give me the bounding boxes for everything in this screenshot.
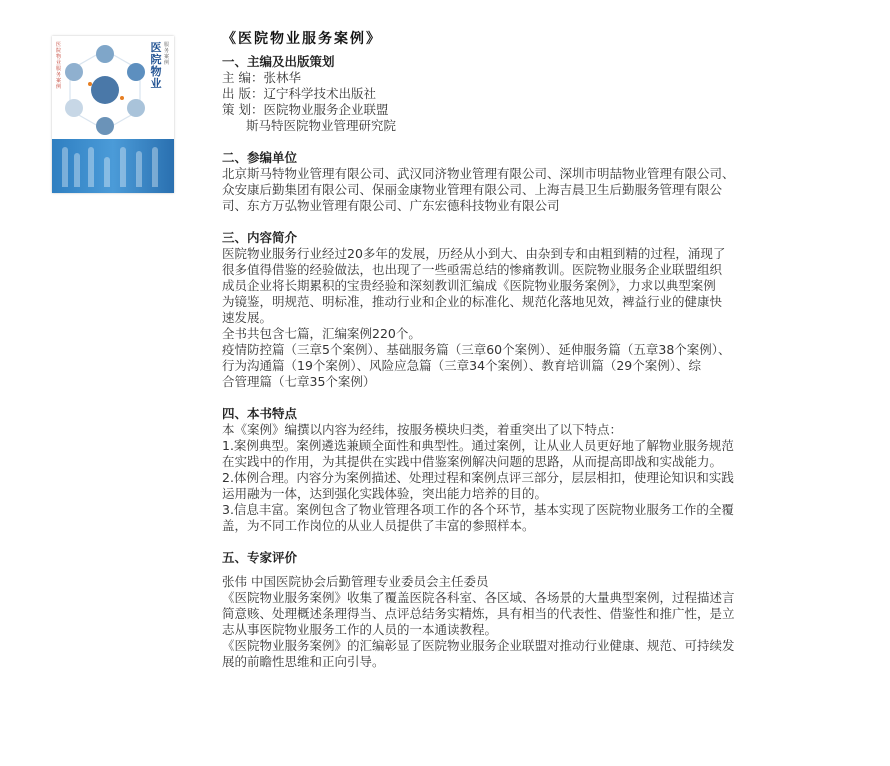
- text-line: 展的前瞻性思维和正向引导。: [222, 654, 385, 669]
- publisher-line: 出 版：辽宁科学技术出版社: [222, 86, 376, 101]
- cover-title: 医院物业: [150, 41, 162, 90]
- text-line: 行为沟通篇（19个案例）、风险应急篇（三章34个案例）、教育培训篇（29个案例）、综: [222, 358, 701, 373]
- text-line: 运用融为一体，达到强化实践体验，突出能力培养的目的。: [222, 486, 548, 501]
- text-line: 志从事医院物业服务工作的人员的一本通读教程。: [222, 622, 498, 637]
- text-line: 《医院物业服务案例》的汇编彰显了医院物业服务企业联盟对推动行业健康、规范、可持续发: [222, 638, 735, 653]
- text-line: 司、东方万弘物业管理有限公司、广东宏德科技物业有限公司: [222, 198, 560, 213]
- section-heading: 四、本书特点: [222, 406, 298, 421]
- text-line: 北京斯马特物业管理有限公司、武汉同济物业管理有限公司、深圳市明喆物业管理有限公司、: [222, 166, 735, 181]
- book-cover-image: [52, 36, 174, 193]
- cover-subtitle: 服务案例: [164, 42, 170, 66]
- cover-photo-band: [52, 139, 174, 193]
- text-line: 2.体例合理。内容分为案例描述、处理过程和案例点评三部分，层层相扣，使理论知识和实践: [222, 470, 734, 485]
- section-heading: 三、内容简介: [222, 230, 298, 245]
- cover-top-label: 医院物业服务案例: [56, 42, 62, 90]
- section-contributors: [222, 150, 862, 214]
- text-line: 3.信息丰富。案例包含了物业管理各项工作的各个环节，基本实现了医院物业服务工作的全覆: [222, 502, 734, 517]
- text-line: 简意赅、处理概述条理得当、点评总结务实精炼，具有相当的代表性、借鉴性和推广性，是立: [222, 606, 735, 621]
- section-features: [222, 406, 862, 534]
- text-line: 众安康后勤集团有限公司、保丽金康物业管理有限公司、上海吉晨卫生后勤服务管理有限公: [222, 182, 723, 197]
- section-heading: 二、参编单位: [222, 150, 298, 165]
- text-line: 全书共包含七篇，汇编案例220个。: [222, 326, 421, 341]
- section-heading: 一、主编及出版策划: [222, 54, 335, 69]
- book-description: [222, 31, 862, 686]
- editor-line: 主 编：张林华: [222, 70, 301, 85]
- text-line: 很多值得借鉴的经验做法，也出现了一些亟需总结的惨痛教训。医院物业服务企业联盟组织: [222, 262, 723, 277]
- text-line: 为镜鉴，明规范、明标准，推动行业和企业的标准化、规范化落地见效，裨益行业的健康快: [222, 294, 723, 309]
- book-title: 《医院物业服务案例》: [222, 31, 382, 47]
- text-line: 张伟 中国医院协会后勤管理专业委员会主任委员: [222, 574, 489, 589]
- text-line: 速发展。: [222, 310, 273, 325]
- section-heading: 五、专家评价: [222, 550, 298, 565]
- section-editors: [222, 54, 862, 134]
- planner-line: 策 划：医院物业服务企业联盟: [222, 102, 389, 117]
- text-line: 医院物业服务行业经过20多年的发展，历经从小到大、由杂到专和由粗到精的过程，涌现了: [222, 246, 726, 261]
- text-line: 《医院物业服务案例》收集了覆盖医院各科室、各区域、各场景的大量典型案例，过程描述言: [222, 590, 735, 605]
- text-line: 成员企业将长期累积的宝贵经验和深刻教训汇编成《医院物业服务案例》，力求以典型案例: [222, 278, 716, 293]
- cover-illustration: [62, 44, 148, 136]
- section-summary: [222, 230, 862, 390]
- text-line: 1.案例典型。案例遴选兼顾全面性和典型性。通过案例，让从业人员更好地了解物业服务规范: [222, 438, 734, 453]
- text-line: 疫情防控篇（三章5个案例）、基础服务篇（三章60个案例）、延伸服务篇（五章38个案例）、: [222, 342, 731, 357]
- text-line: 本《案例》编撰以内容为经纬，按服务模块归类，着重突出了以下特点：: [222, 422, 623, 437]
- text-line: 盖，为不同工作岗位的从业人员提供了丰富的参照样本。: [222, 518, 535, 533]
- text-line: 在实践中的作用，为其提供在实践中借鉴案例解决问题的思路，从而提高即战和实战能力。: [222, 454, 723, 469]
- text-line: 合管理篇（七章35个案例）: [222, 374, 376, 389]
- section-reviews: [222, 550, 862, 670]
- planner-line-2: 斯马特医院物业管理研究院: [246, 118, 397, 133]
